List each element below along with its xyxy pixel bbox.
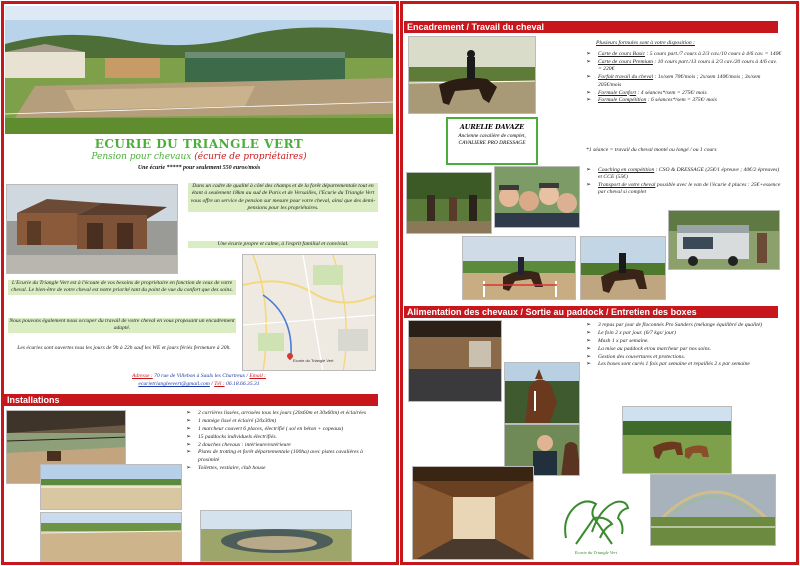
installations-header: Installations xyxy=(4,394,378,406)
competition-text: possible avec le van de l'écurie 4 places : 25€+essence par cheval si complet xyxy=(598,182,781,196)
formula-label: Carte de cours Basic xyxy=(598,51,646,58)
competition-list xyxy=(586,167,782,197)
rainbow-paddock-photo xyxy=(650,474,776,546)
alimentation-list xyxy=(586,322,776,369)
installations-list-block xyxy=(186,410,376,473)
competition-label: Coaching en compétition xyxy=(598,167,655,173)
competition-text: : CSO & DRESSAGE (25€/1 épreuve ; 40€/2 épreuves) et CCE (55€) xyxy=(598,167,780,181)
competition-item xyxy=(586,167,782,182)
stable-building-photo xyxy=(6,184,178,274)
competition-block xyxy=(586,167,782,197)
alimentation-header: Alimentation des chevaux / Sortie au paddock / Entretien des boxes xyxy=(404,306,778,318)
installation-item: ➢ 15 paddocks individuels électrifiés. xyxy=(186,434,376,441)
competition-label: Transport de votre cheval xyxy=(598,182,656,189)
email-link[interactable]: ecurietriangleevert@gmail.com xyxy=(138,381,210,387)
installation-item: ➢ 1 marcheur couvert 6 places, électrifié ( sol en béton + copeaux) xyxy=(186,426,376,433)
stable-title: ECURIE DU TRIANGLE VERT xyxy=(94,137,304,151)
hours-paragraph: Les écuries sont ouvertes tous les jours de 9h à 22h sauf les WE et jours fériés fermeture à 20h. xyxy=(17,345,231,351)
email-label: Email : xyxy=(249,373,267,379)
calm-line: Une écurie propre et calme, à l'esprit familial et convivial. xyxy=(188,241,378,248)
work-paragraph: Nous pouvons également nous occuper du travail de votre cheval en vous proposant un encadrement adapté. xyxy=(9,318,235,332)
horse-head-photo xyxy=(504,362,580,424)
show-jumping-photo xyxy=(462,236,576,300)
location-map xyxy=(242,254,376,371)
formula-item xyxy=(586,51,782,58)
installations-list xyxy=(186,410,376,472)
coach-card xyxy=(446,117,538,165)
formulas-block xyxy=(586,40,782,105)
coach-name: AURELIE DAVAZE xyxy=(459,123,525,131)
formula-label: Forfait travail du cheval xyxy=(598,74,654,81)
encadrement-header: Encadrement / Travail du cheval xyxy=(404,21,778,33)
address-value: 70 rue de Villebon à Saulx les Chartreux / xyxy=(152,373,250,379)
formula-label: Formule Compétition xyxy=(598,97,647,104)
formulas-title: Plusieurs formules sont à votre disposition : xyxy=(596,40,695,46)
alimentation-item: ➢ 3 repas par jour de floconnés Pro Sanders (mélange équilibré de qualité) xyxy=(586,322,776,329)
alimentation-item: ➢ Le foin 2 x par jour. (6/7 kgs/ jour) xyxy=(586,330,776,337)
formula-text: : 1x/sem 70€/mois ; 2x/sem 140€/mois ; 3x/sem 205€/mois xyxy=(598,74,761,88)
formula-item xyxy=(586,59,782,74)
stable-corridor-photo xyxy=(412,466,534,560)
horse-logo-icon xyxy=(556,488,634,550)
formula-text: : 5 cours part./7 cours à 2/3 cav./10 cours à 4/6 cav. = 140€ xyxy=(645,51,782,58)
installation-item: ➢ 2 douches chevaux : intérieure/extérieure xyxy=(186,442,376,449)
alimentation-block xyxy=(586,322,776,369)
stable-aerial-photo xyxy=(5,6,393,134)
formulas-list xyxy=(586,51,782,104)
formula-label: Formule Confort xyxy=(598,89,637,96)
paddock-horses-photo xyxy=(622,406,732,474)
alimentation-item: ➢ Les boxes sont curés 1 fois par semaine et repaillés 2 x par semaine xyxy=(586,361,776,368)
alimentation-item: ➢ Mash 1 x par semaine. xyxy=(586,338,776,345)
subtitle-main: Pension pour chevaux xyxy=(91,152,195,162)
installation-item: ➢ Pistes de trotting et forêt départementale (100ha) avec pistes cavalières à proximité xyxy=(186,449,376,464)
dressage-rider-photo xyxy=(408,36,536,114)
listen-paragraph: L'Ecurie du Triangle Vert est à l'écoute de vos besoins de propriétaire en fonction de ceux de votre cheval. Le bien-être de votre cheval est notre priorité tant du point de vue du confort que des soins. xyxy=(8,280,236,295)
logo-caption: Ecurie du Triangle Vert xyxy=(574,550,618,555)
tel-value: 06.18.66.35.31 xyxy=(224,381,260,387)
alimentation-item: ➢ Gestion des couvertures et protections. xyxy=(586,354,776,361)
formula-item xyxy=(586,97,782,104)
rating-line: Une écurie ***** pour seulement 550 euros/mois xyxy=(137,165,261,171)
installation-item: ➢ 2 carrières lissées, arrosées tous les jours (20x60m et 30x60m) et éclairées xyxy=(186,410,376,417)
trail-riders-photo xyxy=(406,172,492,234)
formula-item xyxy=(586,90,782,97)
group-selfie-photo xyxy=(494,166,580,228)
subtitle-owners: (écurie de propriétaires) xyxy=(194,152,307,162)
alimentation-item: ➢ La mise au paddock et/ou marcheur par nos soins. xyxy=(586,346,776,353)
horse-walker-photo xyxy=(200,510,352,562)
coach-description: Ancienne cavalière de complet, CAVALIERE PRO DRESSAGE xyxy=(458,133,526,146)
formula-text: : 10 cours part./13 cours à 2/3 cav./20 cours à 4/6 cav. = 220€ xyxy=(598,59,777,73)
formula-label: Carte de cours Premium xyxy=(598,59,653,66)
competition-item xyxy=(586,182,782,197)
formula-item xyxy=(586,74,782,89)
map-pin-label: Ecurie du Triangle Vert xyxy=(293,358,334,363)
contact-line xyxy=(6,373,392,380)
installation-item: ➢ Toilettes, vestiaire, club house xyxy=(186,465,376,472)
tel-label: Tél : xyxy=(214,381,225,387)
seance-note: *1 séance = travail du cheval monté ou longé / ou 1 cours xyxy=(586,147,717,153)
intro-paragraph: Dans un cadre de qualité à côté des champs et de la forêt départementale tout en étant à seulement 18km au sud de Paris et de Versailles, l'Ecurie du Triangle Vert vous offre un service de pension sur mesure pour votre cheval, ainsi que des demi-pensions pour les propriétaires. xyxy=(188,183,378,212)
stable-logo xyxy=(556,488,634,558)
stable-subtitle xyxy=(6,152,392,162)
outdoor-arena-photo xyxy=(40,464,182,510)
installation-item: ➢ 1 manège lissé et éclairé (20x30m) xyxy=(186,418,376,425)
stable-aisle-photo xyxy=(408,320,502,402)
formula-text: : 4 séances*/sem = 275€/ mois xyxy=(636,89,707,96)
horse-van-photo xyxy=(668,210,780,270)
sand-arena-photo xyxy=(40,512,182,562)
contact-line-2: ecurietriangleevert@gmail.com / Tél : 06.18.66.35.31 xyxy=(138,381,260,387)
arena-horse-photo xyxy=(580,236,666,300)
formula-text: : 6 séances*/sem = 375€/ mois xyxy=(646,97,717,104)
address-label: Adresse : xyxy=(131,373,153,379)
